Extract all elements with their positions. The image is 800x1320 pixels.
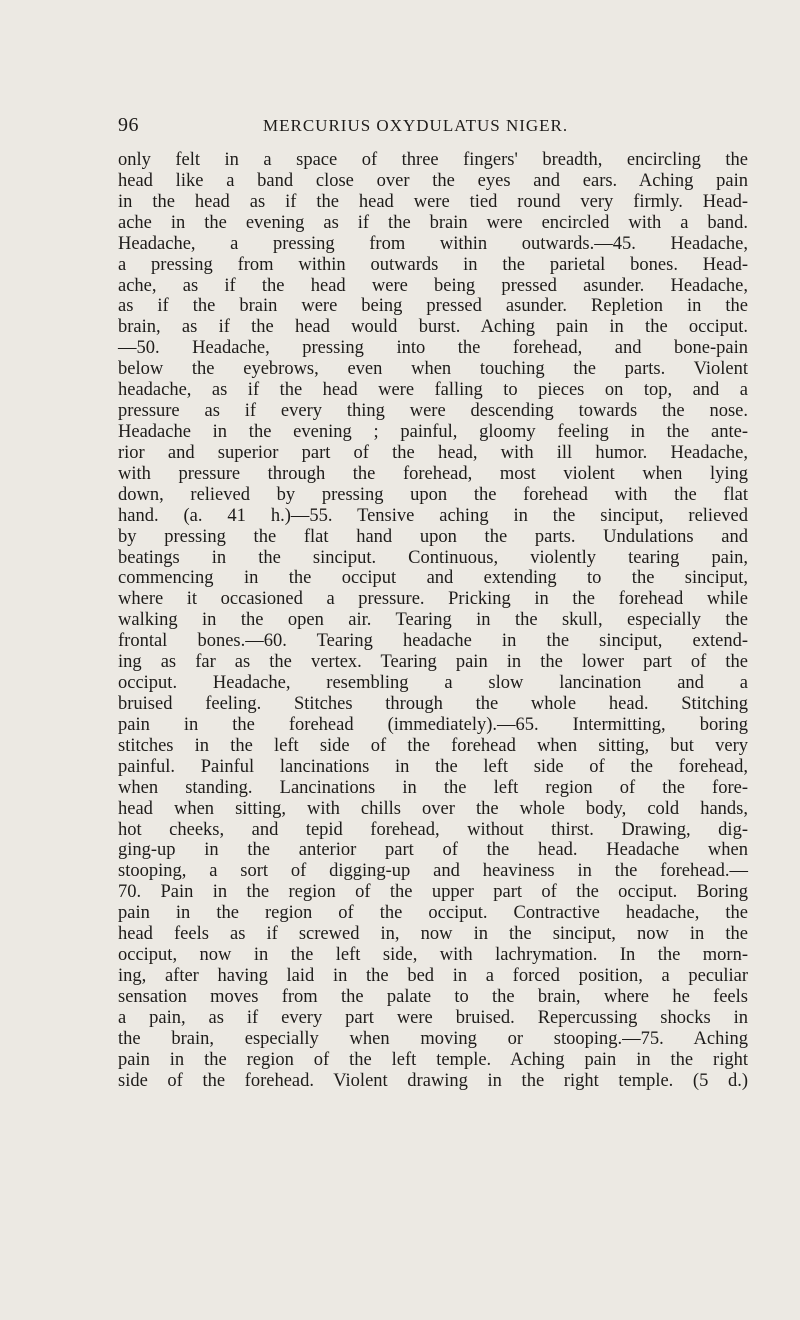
text-line: pain in the forehead (immediately).—65. Intermitting, boring: [118, 714, 748, 735]
text-line: pain in the region of the left temple. Aching pain in the right: [118, 1049, 748, 1070]
body-text: [118, 150, 748, 1091]
text-line: ache, as if the head were being pressed asunder. Headache,: [118, 275, 748, 296]
text-line: below the eyebrows, even when touching the parts. Violent: [118, 359, 748, 380]
text-line: as if the brain were being pressed asunder. Repletion in the: [118, 296, 748, 317]
text-line: with pressure through the forehead, most violent when lying: [118, 463, 748, 484]
text-line: occiput, now in the left side, with lachrymation. In the morn-: [118, 945, 748, 966]
text-line: down, relieved by pressing upon the forehead with the flat: [118, 484, 748, 505]
text-line: stitches in the left side of the forehead when sitting, but very: [118, 735, 748, 756]
text-line: frontal bones.—60. Tearing headache in the sinciput, extend-: [118, 631, 748, 652]
text-line: pain in the region of the occiput. Contractive headache, the: [118, 903, 748, 924]
text-line: hand. (a. 41 h.)—55. Tensive aching in the sinciput, relieved: [118, 505, 748, 526]
text-line: painful. Painful lancinations in the left side of the forehead,: [118, 756, 748, 777]
text-line: where it occasioned a pressure. Pricking in the forehead while: [118, 589, 748, 610]
text-line: —50. Headache, pressing into the forehead, and bone-pain: [118, 338, 748, 359]
text-line: only felt in a space of three fingers' breadth, encircling the: [118, 150, 748, 170]
text-line: pressure as if every thing were descending towards the nose.: [118, 401, 748, 422]
text-line: commencing in the occiput and extending to the sinciput,: [118, 568, 748, 589]
text-line: a pain, as if every part were bruised. Repercussing shocks in: [118, 1007, 748, 1028]
text-line: ing as far as the vertex. Tearing pain in the lower part of the: [118, 652, 748, 673]
text-line: walking in the open air. Tearing in the skull, especially the: [118, 610, 748, 631]
text-line: ing, after having laid in the bed in a forced position, a peculiar: [118, 965, 748, 986]
text-line: headache, as if the head were falling to pieces on top, and a: [118, 380, 748, 401]
text-line: beatings in the sinciput. Continuous, violently tearing pain,: [118, 547, 748, 568]
text-line: the brain, especially when moving or stooping.—75. Aching: [118, 1028, 748, 1049]
text-line: head like a band close over the eyes and ears. Aching pain: [118, 170, 748, 191]
text-line: head feels as if screwed in, now in the sinciput, now in the: [118, 924, 748, 945]
text-line: side of the forehead. Violent drawing in the right temple. (5 d.): [118, 1070, 748, 1091]
text-line: when standing. Lancinations in the left region of the fore-: [118, 777, 748, 798]
text-line: bruised feeling. Stitches through the whole head. Stitching: [118, 693, 748, 714]
text-line: ache in the evening as if the brain were encircled with a band.: [118, 212, 748, 233]
text-line: head when sitting, with chills over the whole body, cold hands,: [118, 798, 748, 819]
text-line: a pressing from within outwards in the parietal bones. Head-: [118, 254, 748, 275]
page-number: 96: [118, 114, 139, 136]
text-line: by pressing the flat hand upon the parts. Undulations and: [118, 526, 748, 547]
text-line: stooping, a sort of digging-up and heaviness in the forehead.—: [118, 861, 748, 882]
text-line: occiput. Headache, resembling a slow lancination and a: [118, 673, 748, 694]
text-line: brain, as if the head would burst. Aching pain in the occiput.: [118, 317, 748, 338]
page-header: [118, 116, 738, 140]
text-line: hot cheeks, and tepid forehead, without thirst. Drawing, dig-: [118, 819, 748, 840]
text-line: rior and superior part of the head, with ill humor. Headache,: [118, 442, 748, 463]
text-line: Headache in the evening ; painful, gloomy feeling in the ante-: [118, 421, 748, 442]
text-line: ging-up in the anterior part of the head. Headache when: [118, 840, 748, 861]
text-line: sensation moves from the palate to the brain, where he feels: [118, 986, 748, 1007]
text-line: Headache, a pressing from within outwards.—45. Headache,: [118, 233, 748, 254]
text-line: 70. Pain in the region of the upper part of the occiput. Boring: [118, 882, 748, 903]
text-line: in the head as if the head were tied round very firmly. Head-: [118, 191, 748, 212]
running-title: MERCURIUS OXYDULATUS NIGER.: [263, 116, 569, 135]
